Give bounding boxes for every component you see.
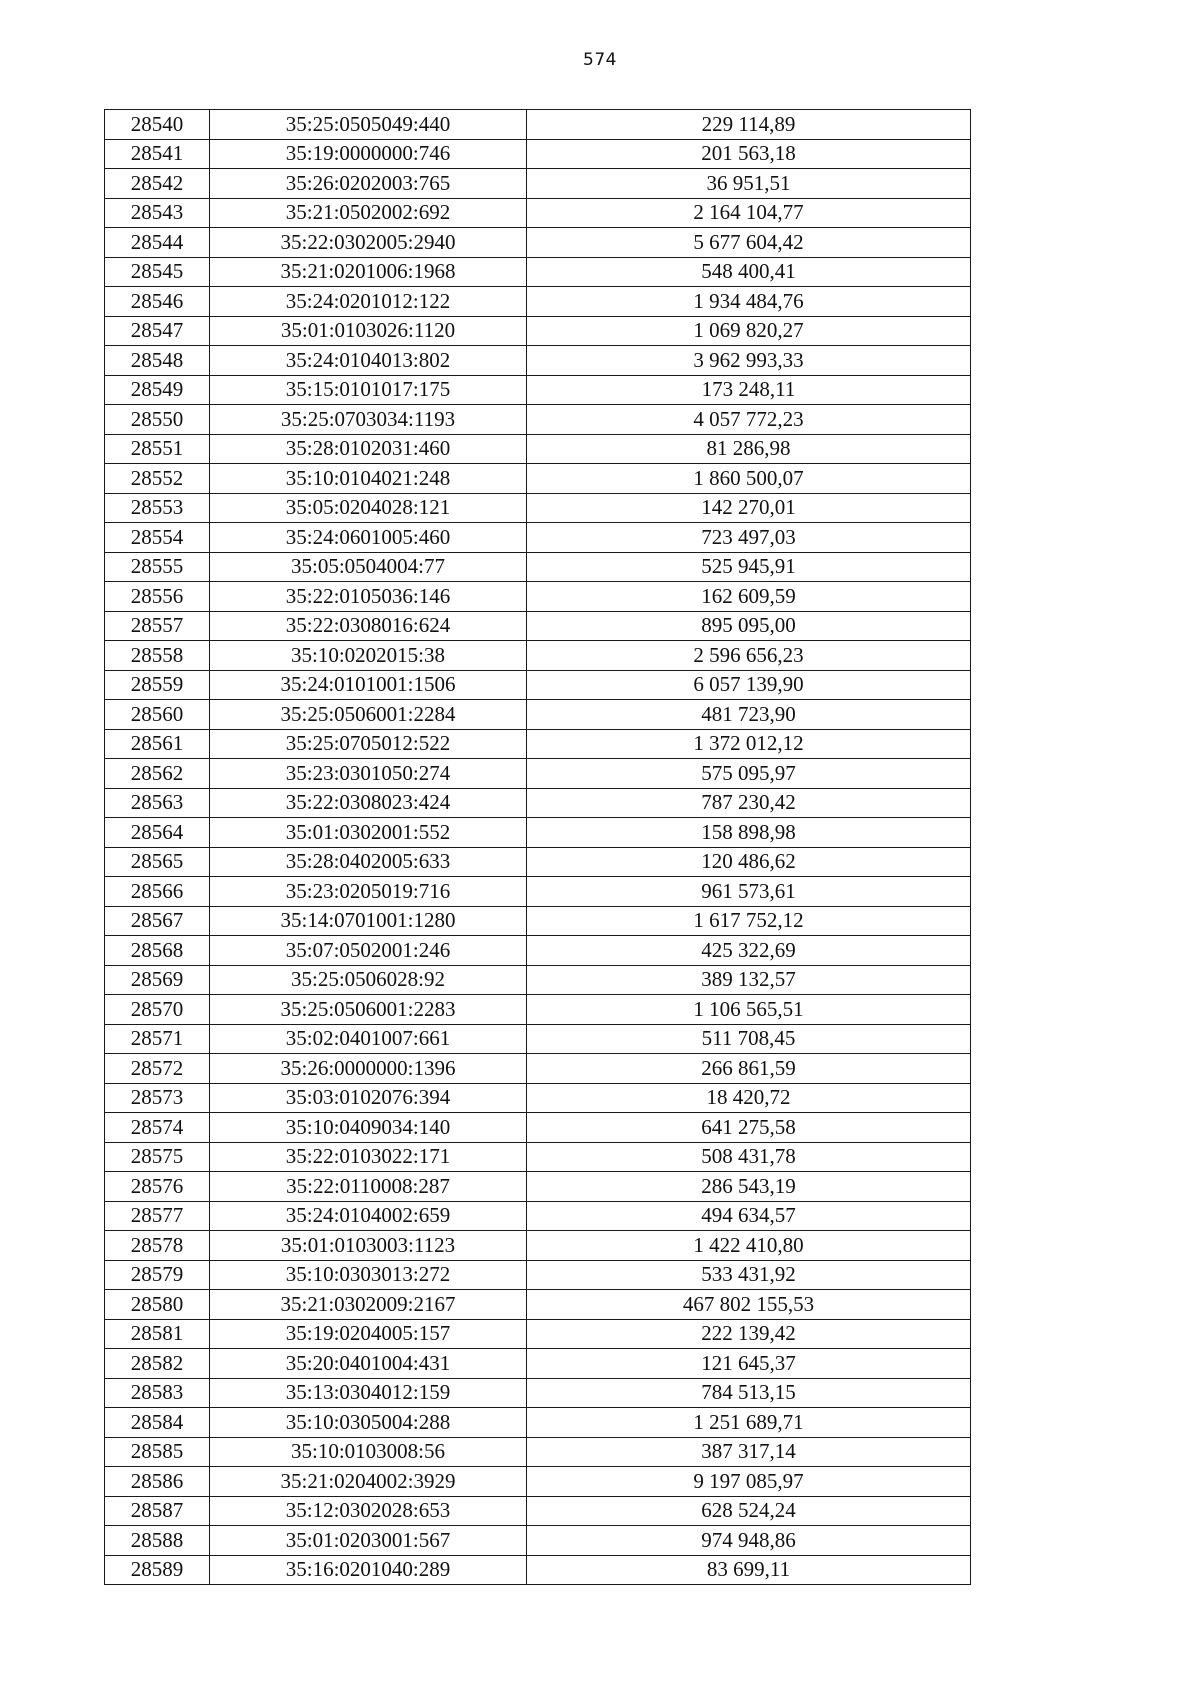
cadastral-value-cell: 36 951,51 — [527, 169, 971, 199]
table-row — [105, 1142, 971, 1172]
cadastral-number-cell: 35:26:0202003:765 — [210, 169, 527, 199]
cadastral-number-cell: 35:22:0110008:287 — [210, 1172, 527, 1202]
table-row — [105, 847, 971, 877]
row-number-cell: 28550 — [105, 405, 210, 435]
cadastral-number-cell: 35:14:0701001:1280 — [210, 906, 527, 936]
row-number-cell: 28553 — [105, 493, 210, 523]
cadastral-number-cell: 35:20:0401004:431 — [210, 1349, 527, 1379]
cadastral-value-cell: 641 275,58 — [527, 1113, 971, 1143]
cadastral-value-cell: 222 139,42 — [527, 1319, 971, 1349]
row-number-cell: 28547 — [105, 316, 210, 346]
row-number-cell: 28568 — [105, 936, 210, 966]
table-row — [105, 965, 971, 995]
cadastral-number-cell: 35:23:0301050:274 — [210, 759, 527, 789]
row-number-cell: 28584 — [105, 1408, 210, 1438]
table-row — [105, 464, 971, 494]
row-number-cell: 28558 — [105, 641, 210, 671]
row-number-cell: 28545 — [105, 257, 210, 287]
row-number-cell: 28554 — [105, 523, 210, 553]
cadastral-value-cell: 895 095,00 — [527, 611, 971, 641]
table-row — [105, 670, 971, 700]
row-number-cell: 28571 — [105, 1024, 210, 1054]
table-row — [105, 346, 971, 376]
cadastral-value-cell: 787 230,42 — [527, 788, 971, 818]
cadastral-number-cell: 35:24:0104013:802 — [210, 346, 527, 376]
cadastral-value-cell: 5 677 604,42 — [527, 228, 971, 258]
row-number-cell: 28556 — [105, 582, 210, 612]
table-row — [105, 1408, 971, 1438]
row-number-cell: 28574 — [105, 1113, 210, 1143]
row-number-cell: 28570 — [105, 995, 210, 1025]
cadastral-value-cell: 2 164 104,77 — [527, 198, 971, 228]
cadastral-value-cell: 628 524,24 — [527, 1496, 971, 1526]
row-number-cell: 28580 — [105, 1290, 210, 1320]
cadastral-value-cell: 266 861,59 — [527, 1054, 971, 1084]
cadastral-number-cell: 35:21:0204002:3929 — [210, 1467, 527, 1497]
cadastral-value-cell: 425 322,69 — [527, 936, 971, 966]
table-row — [105, 1349, 971, 1379]
row-number-cell: 28542 — [105, 169, 210, 199]
row-number-cell: 28578 — [105, 1231, 210, 1261]
table-row — [105, 1024, 971, 1054]
table-row — [105, 405, 971, 435]
cadastral-value-cell: 158 898,98 — [527, 818, 971, 848]
cadastral-value-cell: 961 573,61 — [527, 877, 971, 907]
cadastral-value-cell: 508 431,78 — [527, 1142, 971, 1172]
cadastral-number-cell: 35:16:0201040:289 — [210, 1555, 527, 1585]
cadastral-value-cell: 974 948,86 — [527, 1526, 971, 1556]
row-number-cell: 28549 — [105, 375, 210, 405]
cadastral-number-cell: 35:13:0304012:159 — [210, 1378, 527, 1408]
cadastral-value-cell: 387 317,14 — [527, 1437, 971, 1467]
cadastral-value-cell: 120 486,62 — [527, 847, 971, 877]
cadastral-number-cell: 35:25:0506001:2284 — [210, 700, 527, 730]
cadastral-value-cell: 81 286,98 — [527, 434, 971, 464]
cadastral-number-cell: 35:01:0103003:1123 — [210, 1231, 527, 1261]
cadastral-value-cell: 548 400,41 — [527, 257, 971, 287]
cadastral-number-cell: 35:10:0103008:56 — [210, 1437, 527, 1467]
cadastral-number-cell: 35:25:0705012:522 — [210, 729, 527, 759]
table-row — [105, 228, 971, 258]
cadastral-number-cell: 35:28:0102031:460 — [210, 434, 527, 464]
table-row — [105, 1083, 971, 1113]
cadastral-number-cell: 35:21:0302009:2167 — [210, 1290, 527, 1320]
row-number-cell: 28557 — [105, 611, 210, 641]
cadastral-value-cell: 9 197 085,97 — [527, 1467, 971, 1497]
table-row — [105, 139, 971, 169]
cadastral-value-cell: 511 708,45 — [527, 1024, 971, 1054]
cadastral-number-cell: 35:26:0000000:1396 — [210, 1054, 527, 1084]
cadastral-value-cell: 494 634,57 — [527, 1201, 971, 1231]
cadastral-value-table — [104, 109, 971, 1585]
table-row — [105, 198, 971, 228]
cadastral-number-cell: 35:23:0205019:716 — [210, 877, 527, 907]
table-row — [105, 1496, 971, 1526]
table-row — [105, 700, 971, 730]
cadastral-value-cell: 2 596 656,23 — [527, 641, 971, 671]
row-number-cell: 28559 — [105, 670, 210, 700]
row-number-cell: 28544 — [105, 228, 210, 258]
table-row — [105, 729, 971, 759]
cadastral-number-cell: 35:28:0402005:633 — [210, 847, 527, 877]
table-row — [105, 110, 971, 140]
table-body — [105, 110, 971, 1585]
cadastral-number-cell: 35:03:0102076:394 — [210, 1083, 527, 1113]
table-row — [105, 906, 971, 936]
cadastral-value-cell: 201 563,18 — [527, 139, 971, 169]
cadastral-value-cell: 83 699,11 — [527, 1555, 971, 1585]
row-number-cell: 28586 — [105, 1467, 210, 1497]
row-number-cell: 28583 — [105, 1378, 210, 1408]
cadastral-value-cell: 1 372 012,12 — [527, 729, 971, 759]
cadastral-value-cell: 1 422 410,80 — [527, 1231, 971, 1261]
cadastral-number-cell: 35:05:0204028:121 — [210, 493, 527, 523]
cadastral-number-cell: 35:15:0101017:175 — [210, 375, 527, 405]
cadastral-number-cell: 35:24:0601005:460 — [210, 523, 527, 553]
table-row — [105, 936, 971, 966]
cadastral-number-cell: 35:24:0201012:122 — [210, 287, 527, 317]
table-row — [105, 1260, 971, 1290]
table-row — [105, 1113, 971, 1143]
cadastral-number-cell: 35:01:0203001:567 — [210, 1526, 527, 1556]
cadastral-number-cell: 35:19:0000000:746 — [210, 139, 527, 169]
table-row — [105, 552, 971, 582]
cadastral-value-cell: 4 057 772,23 — [527, 405, 971, 435]
cadastral-value-cell: 784 513,15 — [527, 1378, 971, 1408]
row-number-cell: 28555 — [105, 552, 210, 582]
table-row — [105, 1437, 971, 1467]
cadastral-number-cell: 35:10:0104021:248 — [210, 464, 527, 494]
row-number-cell: 28577 — [105, 1201, 210, 1231]
cadastral-number-cell: 35:01:0302001:552 — [210, 818, 527, 848]
cadastral-value-cell: 229 114,89 — [527, 110, 971, 140]
cadastral-value-cell: 575 095,97 — [527, 759, 971, 789]
table-row — [105, 611, 971, 641]
page-number: 574 — [583, 50, 617, 70]
cadastral-value-cell: 162 609,59 — [527, 582, 971, 612]
row-number-cell: 28581 — [105, 1319, 210, 1349]
cadastral-number-cell: 35:24:0104002:659 — [210, 1201, 527, 1231]
cadastral-value-cell: 1 860 500,07 — [527, 464, 971, 494]
cadastral-value-cell: 6 057 139,90 — [527, 670, 971, 700]
table-row — [105, 788, 971, 818]
cadastral-number-cell: 35:10:0305004:288 — [210, 1408, 527, 1438]
cadastral-number-cell: 35:19:0204005:157 — [210, 1319, 527, 1349]
row-number-cell: 28585 — [105, 1437, 210, 1467]
row-number-cell: 28541 — [105, 139, 210, 169]
cadastral-number-cell: 35:25:0506001:2283 — [210, 995, 527, 1025]
table-row — [105, 287, 971, 317]
cadastral-number-cell: 35:22:0302005:2940 — [210, 228, 527, 258]
table-row — [105, 375, 971, 405]
table-row — [105, 1290, 971, 1320]
cadastral-number-cell: 35:21:0502002:692 — [210, 198, 527, 228]
row-number-cell: 28563 — [105, 788, 210, 818]
cadastral-value-cell: 481 723,90 — [527, 700, 971, 730]
cadastral-number-cell: 35:22:0105036:146 — [210, 582, 527, 612]
table-row — [105, 818, 971, 848]
cadastral-value-cell: 173 248,11 — [527, 375, 971, 405]
cadastral-number-cell: 35:22:0308016:624 — [210, 611, 527, 641]
cadastral-value-cell: 389 132,57 — [527, 965, 971, 995]
cadastral-number-cell: 35:02:0401007:661 — [210, 1024, 527, 1054]
table-row — [105, 493, 971, 523]
table-row — [105, 1201, 971, 1231]
cadastral-value-cell: 142 270,01 — [527, 493, 971, 523]
row-number-cell: 28573 — [105, 1083, 210, 1113]
cadastral-value-cell: 723 497,03 — [527, 523, 971, 553]
cadastral-value-cell: 467 802 155,53 — [527, 1290, 971, 1320]
cadastral-number-cell: 35:01:0103026:1120 — [210, 316, 527, 346]
cadastral-number-cell: 35:10:0409034:140 — [210, 1113, 527, 1143]
table-row — [105, 1378, 971, 1408]
row-number-cell: 28546 — [105, 287, 210, 317]
row-number-cell: 28566 — [105, 877, 210, 907]
cadastral-value-cell: 533 431,92 — [527, 1260, 971, 1290]
table-row — [105, 523, 971, 553]
row-number-cell: 28551 — [105, 434, 210, 464]
cadastral-value-cell: 3 962 993,33 — [527, 346, 971, 376]
row-number-cell: 28588 — [105, 1526, 210, 1556]
cadastral-value-cell: 1 106 565,51 — [527, 995, 971, 1025]
cadastral-number-cell: 35:10:0202015:38 — [210, 641, 527, 671]
cadastral-number-cell: 35:25:0505049:440 — [210, 110, 527, 140]
row-number-cell: 28565 — [105, 847, 210, 877]
row-number-cell: 28575 — [105, 1142, 210, 1172]
table-row — [105, 316, 971, 346]
table-row — [105, 1467, 971, 1497]
row-number-cell: 28564 — [105, 818, 210, 848]
row-number-cell: 28572 — [105, 1054, 210, 1084]
row-number-cell: 28561 — [105, 729, 210, 759]
row-number-cell: 28569 — [105, 965, 210, 995]
cadastral-value-cell: 1 934 484,76 — [527, 287, 971, 317]
cadastral-number-cell: 35:22:0103022:171 — [210, 1142, 527, 1172]
cadastral-value-cell: 1 251 689,71 — [527, 1408, 971, 1438]
table-row — [105, 1172, 971, 1202]
row-number-cell: 28587 — [105, 1496, 210, 1526]
table-row — [105, 169, 971, 199]
table-row — [105, 877, 971, 907]
table-row — [105, 434, 971, 464]
row-number-cell: 28576 — [105, 1172, 210, 1202]
table-row — [105, 257, 971, 287]
row-number-cell: 28589 — [105, 1555, 210, 1585]
cadastral-number-cell: 35:07:0502001:246 — [210, 936, 527, 966]
row-number-cell: 28560 — [105, 700, 210, 730]
cadastral-value-cell: 525 945,91 — [527, 552, 971, 582]
cadastral-number-cell: 35:05:0504004:77 — [210, 552, 527, 582]
cadastral-number-cell: 35:25:0703034:1193 — [210, 405, 527, 435]
row-number-cell: 28540 — [105, 110, 210, 140]
table-row — [105, 1231, 971, 1261]
table-row — [105, 1319, 971, 1349]
cadastral-number-cell: 35:25:0506028:92 — [210, 965, 527, 995]
table-row — [105, 995, 971, 1025]
cadastral-number-cell: 35:22:0308023:424 — [210, 788, 527, 818]
cadastral-number-cell: 35:10:0303013:272 — [210, 1260, 527, 1290]
cadastral-number-cell: 35:24:0101001:1506 — [210, 670, 527, 700]
row-number-cell: 28582 — [105, 1349, 210, 1379]
cadastral-value-cell: 18 420,72 — [527, 1083, 971, 1113]
row-number-cell: 28552 — [105, 464, 210, 494]
cadastral-number-cell: 35:21:0201006:1968 — [210, 257, 527, 287]
cadastral-number-cell: 35:12:0302028:653 — [210, 1496, 527, 1526]
row-number-cell: 28579 — [105, 1260, 210, 1290]
row-number-cell: 28567 — [105, 906, 210, 936]
cadastral-value-cell: 1 617 752,12 — [527, 906, 971, 936]
row-number-cell: 28548 — [105, 346, 210, 376]
table-row — [105, 582, 971, 612]
cadastral-value-cell: 1 069 820,27 — [527, 316, 971, 346]
table-row — [105, 759, 971, 789]
row-number-cell: 28562 — [105, 759, 210, 789]
table-row — [105, 641, 971, 671]
table-row — [105, 1526, 971, 1556]
table-row — [105, 1555, 971, 1585]
row-number-cell: 28543 — [105, 198, 210, 228]
cadastral-value-cell: 286 543,19 — [527, 1172, 971, 1202]
table-row — [105, 1054, 971, 1084]
cadastral-value-cell: 121 645,37 — [527, 1349, 971, 1379]
